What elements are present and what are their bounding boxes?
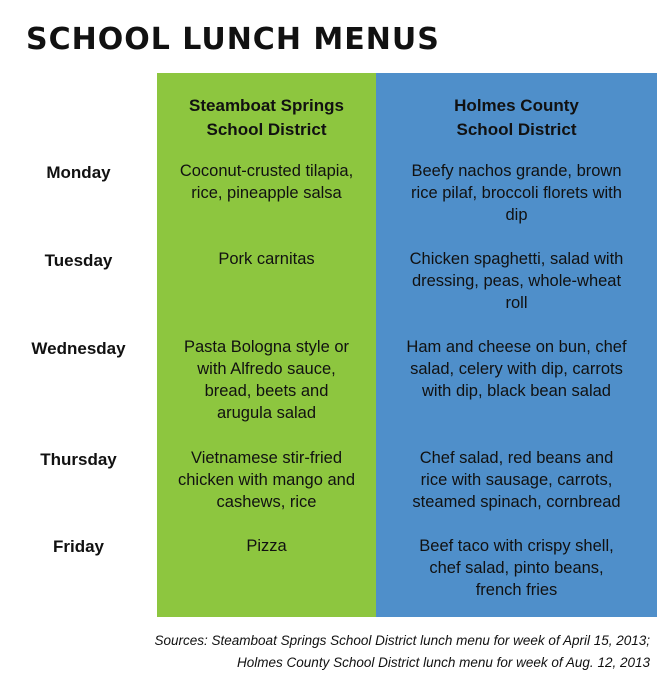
- menu-line: rice, pineapple salsa: [191, 184, 342, 202]
- menu-line: Pork carnitas: [218, 250, 315, 268]
- steamboat-menu-wednesday: [160, 336, 373, 424]
- sources-note: [155, 630, 651, 674]
- sources-line: Sources: Steamboat Springs School District lunch menu for week of April 15, 2013;: [154, 633, 650, 648]
- holmes-menu-tuesday: [384, 248, 649, 314]
- menu-line: Beef taco with crispy shell,: [419, 537, 614, 555]
- header-line: Steamboat Springs: [189, 96, 344, 115]
- menu-line: steamed spinach, cornbread: [412, 493, 621, 511]
- steamboat-menu-tuesday: [160, 248, 373, 270]
- day-label-tuesday: Tuesday: [44, 251, 113, 270]
- menu-line: chicken with mango and: [177, 471, 356, 489]
- menu-line: Pasta Bologna style or: [183, 338, 350, 356]
- header-line: School District: [456, 120, 577, 139]
- holmes-menu-thursday: [384, 447, 649, 513]
- day-label-monday: Monday: [46, 163, 111, 182]
- page-title: SCHOOL LUNCH MENUS: [26, 22, 440, 57]
- menu-line: roll: [505, 294, 528, 312]
- menu-line: Pizza: [246, 537, 287, 555]
- menu-line: dip: [505, 206, 528, 224]
- menu-line: french fries: [475, 581, 558, 599]
- menu-line: Coconut-crusted tilapia,: [179, 162, 354, 180]
- menu-line: chef salad, pinto beans,: [429, 559, 604, 577]
- day-label-thursday: Thursday: [40, 450, 117, 469]
- menu-line: Ham and cheese on bun, chef: [406, 338, 627, 356]
- steamboat-menu-thursday: [160, 447, 373, 513]
- menu-line: with dip, black bean salad: [422, 382, 611, 400]
- menu-line: dressing, peas, whole-wheat: [411, 272, 622, 290]
- menu-line: cashews, rice: [216, 493, 317, 511]
- day-label-wednesday: Wednesday: [31, 339, 126, 358]
- menu-line: rice pilaf, broccoli florets with: [411, 184, 622, 202]
- header-line: Holmes County: [454, 96, 579, 115]
- menu-line: Chicken spaghetti, salad with: [409, 250, 624, 268]
- holmes-column-header: [376, 94, 657, 142]
- menu-line: rice with sausage, carrots,: [420, 471, 613, 489]
- day-label-friday: Friday: [52, 537, 105, 556]
- menu-line: arugula salad: [216, 404, 317, 422]
- menu-line: with Alfredo sauce,: [197, 360, 336, 378]
- menu-line: Beefy nachos grande, brown: [411, 162, 622, 180]
- holmes-menu-friday: [384, 535, 649, 601]
- holmes-menu-monday: [384, 160, 649, 226]
- menu-line: salad, celery with dip, carrots: [410, 360, 623, 378]
- menu-line: bread, beets and: [204, 382, 329, 400]
- header-line: School District: [206, 120, 327, 139]
- steamboat-menu-friday: [160, 535, 373, 557]
- holmes-menu-wednesday: [384, 336, 649, 402]
- steamboat-column-header: [157, 94, 376, 142]
- steamboat-menu-monday: [160, 160, 373, 204]
- menu-line: Chef salad, red beans and: [419, 449, 614, 467]
- menu-line: Vietnamese stir-fried: [190, 449, 342, 467]
- sources-line: Holmes County School District lunch menu for week of Aug. 12, 2013: [237, 655, 650, 670]
